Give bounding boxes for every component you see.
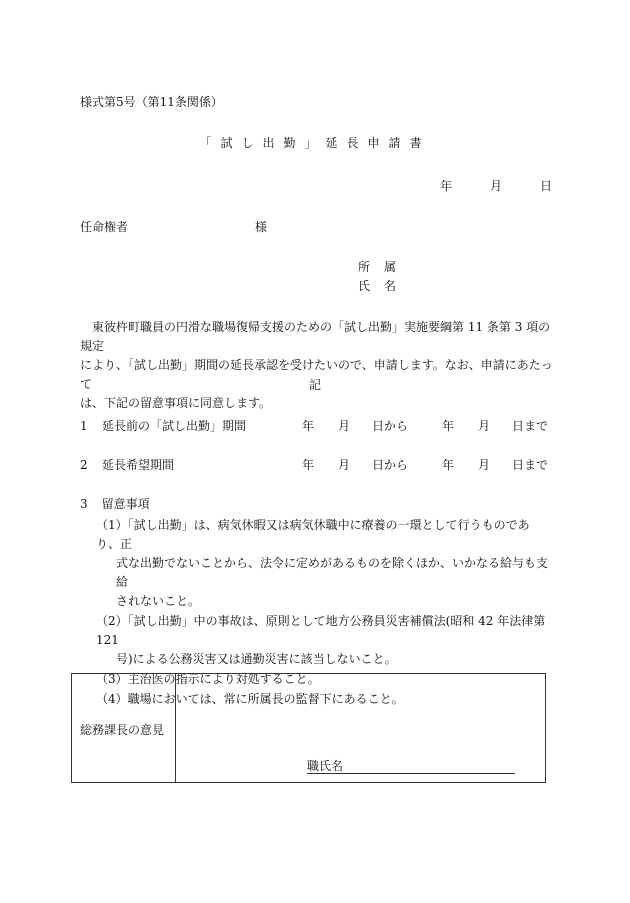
period-label: 延長希望期間 bbox=[102, 458, 175, 472]
period-to-year: 年 bbox=[442, 419, 455, 433]
ki-heading: 記 bbox=[308, 378, 321, 392]
affiliation-label: 所属 bbox=[358, 260, 411, 274]
period-from-day: 日から bbox=[372, 419, 409, 433]
date-line bbox=[440, 178, 552, 194]
note-item bbox=[96, 516, 553, 611]
note-line: （3）主治医の指示により対処すること。 bbox=[96, 672, 320, 686]
addressee-label: 任命権者 bbox=[80, 220, 129, 234]
body-line: により、「試し出勤」期間の延長承認を受けたいので、申請します。なお、申請にあたって bbox=[80, 358, 553, 391]
addressee-honorific: 様 bbox=[255, 220, 268, 234]
note-line: 号)による公務災害又は通勤災害に該当しないこと。 bbox=[116, 652, 397, 666]
body-line: 東彼杵町職員の円滑な職場復帰支援のための「試し出勤」実施要綱第 11 条第 3 項の規定 bbox=[80, 320, 551, 353]
section-number: 3 bbox=[80, 497, 88, 511]
signature-label: 職氏名 bbox=[307, 759, 344, 773]
period-number: 2 bbox=[80, 458, 88, 472]
date-month: 月 bbox=[489, 179, 502, 193]
period-to-month: 月 bbox=[478, 458, 491, 472]
note-line: （1）「試し出勤」は、病気休暇又は病気休職中に療養の一環として行うものであり、正 bbox=[96, 518, 530, 551]
period-from-year: 年 bbox=[302, 458, 315, 472]
period-from-year: 年 bbox=[302, 419, 315, 433]
note-item bbox=[96, 612, 553, 669]
section-3-heading bbox=[80, 496, 150, 512]
note-line: 式な出勤でないことから、法令に定めがあるものを除くほか、いかなる給与も支給 bbox=[116, 556, 549, 589]
note-line: （2）「試し出勤」中の事故は、原則として地方公務員災害補償法(昭和 42 年法律第 121 bbox=[96, 614, 546, 647]
period-to-year: 年 bbox=[442, 458, 455, 472]
name-label: 氏名 bbox=[358, 279, 411, 293]
period-from-month: 月 bbox=[338, 458, 351, 472]
date-day: 日 bbox=[539, 179, 552, 193]
period-from-month: 月 bbox=[338, 419, 351, 433]
note-line: （4）職場においては、常に所属長の監督下にあること。 bbox=[96, 692, 404, 706]
form-number: 様式第5号（第11条関係） bbox=[80, 95, 223, 109]
approval-label: 総務課長の意見 bbox=[80, 723, 165, 737]
note-line: されないこと。 bbox=[116, 594, 201, 608]
section-title: 留意事項 bbox=[101, 497, 150, 511]
period-to-day: 日まで bbox=[512, 458, 549, 472]
body-line: は、下記の留意事項に同意します。 bbox=[80, 396, 272, 410]
period-label: 延長前の「試し出勤」期間 bbox=[102, 419, 247, 433]
period-to-day: 日まで bbox=[512, 419, 549, 433]
period-number: 1 bbox=[80, 419, 88, 433]
approval-box-divider bbox=[175, 674, 176, 782]
signature-line[interactable] bbox=[307, 773, 515, 774]
date-year: 年 bbox=[440, 179, 453, 193]
body-paragraph bbox=[80, 318, 553, 413]
period-to-month: 月 bbox=[478, 419, 491, 433]
document-title: 「試し出勤」延長申請書 bbox=[199, 136, 431, 150]
period-from-day: 日から bbox=[372, 458, 409, 472]
approval-box bbox=[71, 673, 546, 783]
